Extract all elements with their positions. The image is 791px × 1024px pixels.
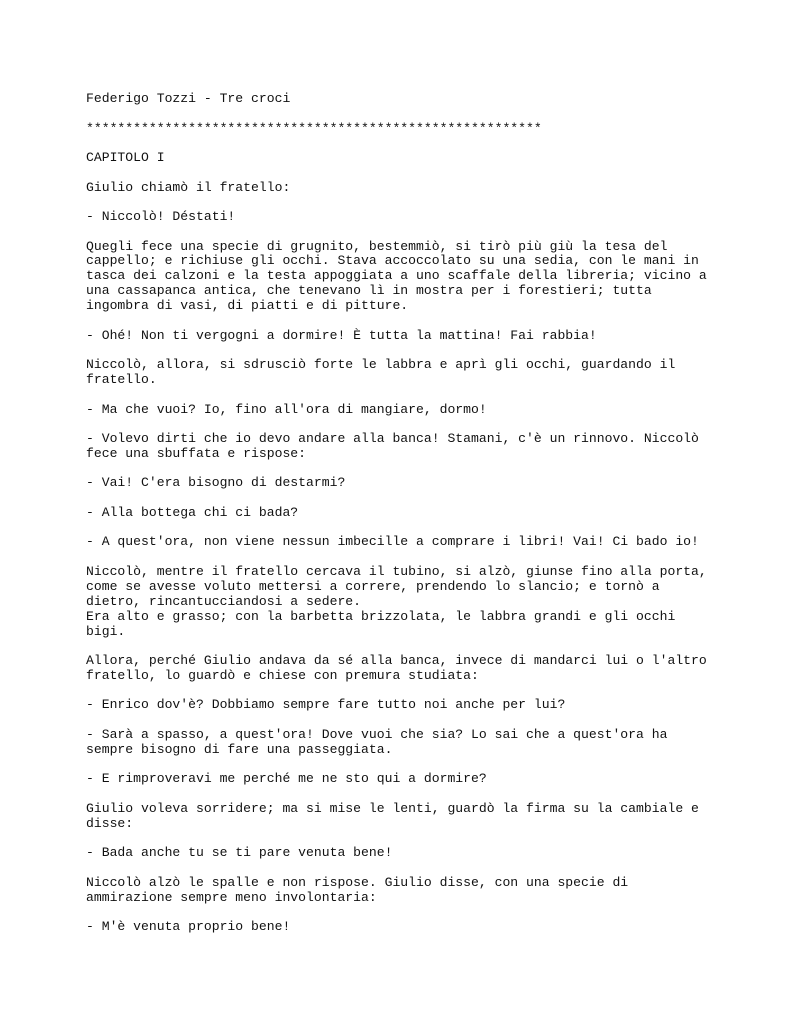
paragraph: Niccolò, mentre il fratello cercava il tubino, si alzò, giunse fino alla porta, come se avesse voluto mettersi a correre, prendendo lo slancio; e tornò a dietro, rincantucciandosi a sedere. Era alto e grasso; con la barbetta brizzolata, le labbra grandi e gli occhi bigi.: [86, 563, 707, 639]
paragraph: Quegli fece una specie di grugnito, bestemmiò, si tirò più giù la tesa del cappello; e richiuse gli occhi. Stava accoccolato su una sedia, con le mani in tasca dei calzoni e la testa appoggiata a uno scaffale della libreria; vicino a una cassapanca antica, che tenevano lì in mostra per i forestieri; tutta ingombra di vasi, di piatti e di pitture.: [86, 238, 707, 314]
document-header: Federigo Tozzi - Tre croci: [86, 91, 291, 106]
paragraph: - Niccolò! Déstati!: [86, 209, 236, 224]
paragraph: - Sarà a spasso, a quest'ora! Dove vuoi che sia? Lo sai che a quest'ora ha sempre bisogno di fare una passeggiata.: [86, 726, 668, 757]
paragraph: - A quest'ora, non viene nessun imbecille a comprare i libri! Vai! Ci bado io!: [86, 534, 699, 550]
paragraph: - Bada anche tu se ti pare venuta bene!: [86, 845, 393, 861]
paragraph: - Vai! C'era bisogno di destarmi?: [86, 475, 346, 491]
separator-line: **********************************************************: [86, 120, 542, 136]
paragraph: - Ma che vuoi? Io, fino all'ora di mangiare, dormo!: [86, 401, 487, 417]
paragraph: - Enrico dov'è? Dobbiamo sempre fare tutto noi anche per lui?: [86, 697, 566, 713]
paragraph: Allora, perché Giulio andava da sé alla banca, invece di mandarci lui o l'altro fratello, lo guardò e chiese con premura studiata:: [86, 653, 707, 683]
paragraph: - Ohé! Non ti vergogni a dormire! È tutta la mattina! Fai rabbia!: [86, 327, 597, 343]
paragraph: Giulio chiamò il fratello:: [86, 179, 291, 195]
paragraph: - E rimproveravi me perché me ne sto qui a dormire?: [86, 771, 487, 787]
paragraph: - Alla bottega chi ci bada?: [86, 504, 299, 520]
chapter-heading: CAPITOLO I: [86, 150, 165, 165]
paragraph: - Volevo dirti che io devo andare alla banca! Stamani, c'è un rinnovo. Niccolò fece una sbuffata e rispose:: [86, 431, 699, 461]
paragraph: Giulio voleva sorridere; ma si mise le lenti, guardò la firma su la cambiale e disse:: [86, 800, 699, 831]
paragraph: Niccolò, allora, si sdrusciò forte le labbra e aprì gli occhi, guardando il fratello.: [86, 357, 676, 388]
paragraph: - M'è venuta proprio bene!: [86, 919, 291, 935]
paragraph: Niccolò alzò le spalle e non rispose. Giulio disse, con una specie di ammirazione sempre meno involontaria:: [86, 874, 629, 905]
document-page: [86, 92, 726, 950]
